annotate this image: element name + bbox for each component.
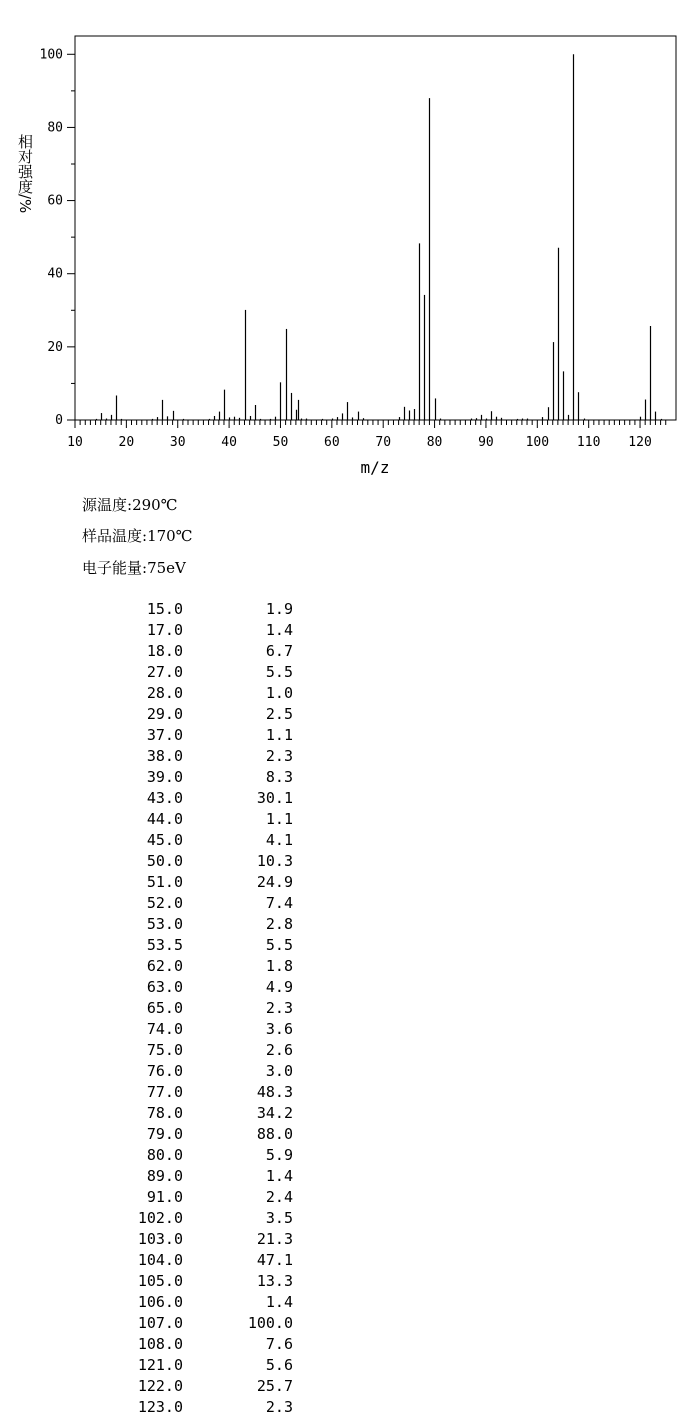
table-row [0, 1103, 300, 1124]
peak-mz: 102.0 [137, 1209, 183, 1227]
peak-intensity: 1.0 [265, 684, 293, 702]
peak-mz: 63.0 [146, 978, 183, 996]
table-row [0, 809, 300, 830]
peak-intensity: 1.4 [265, 1167, 293, 1185]
peak-intensity: 21.3 [256, 1230, 293, 1248]
y-tick-label: 40 [47, 266, 63, 282]
peak-intensity: 2.3 [265, 747, 293, 765]
peak-intensity: 2.6 [265, 1041, 293, 1059]
peak-mz: 62.0 [146, 957, 183, 975]
peak-intensity: 3.6 [265, 1020, 293, 1038]
peak-intensity: 1.4 [265, 1293, 293, 1311]
peak-intensity: 4.1 [265, 831, 293, 849]
table-row [0, 1376, 300, 1397]
peak-intensity: 4.9 [265, 978, 293, 996]
table-row [0, 830, 300, 851]
table-row [0, 851, 300, 872]
y-tick-label: 0 [55, 413, 63, 428]
table-row [0, 704, 300, 725]
peak-mz: 79.0 [146, 1125, 183, 1143]
table-row [0, 1355, 300, 1376]
x-tick-label: 10 [67, 435, 83, 450]
peak-intensity: 7.4 [265, 894, 293, 912]
peak-mz: 123.0 [137, 1398, 183, 1416]
table-row [0, 935, 300, 956]
y-tick-label: 20 [47, 339, 63, 355]
peak-mz: 80.0 [146, 1146, 183, 1164]
electron-energy-label: 电子能量 [82, 559, 143, 577]
table-row [0, 767, 300, 788]
peak-intensity: 25.7 [256, 1377, 293, 1395]
table-row [0, 914, 300, 935]
peak-intensity: 2.8 [265, 915, 293, 933]
table-row [0, 1040, 300, 1061]
peak-intensity: 100.0 [247, 1314, 293, 1332]
table-row [0, 998, 300, 1019]
table-row [0, 1313, 300, 1334]
peak-mz: 104.0 [137, 1251, 183, 1269]
peak-mz: 105.0 [137, 1272, 183, 1290]
y-axis [40, 47, 75, 428]
peak-intensity: 47.1 [256, 1251, 293, 1269]
table-row [0, 872, 300, 893]
peak-intensity: 2.5 [265, 705, 293, 723]
peak-table [0, 599, 300, 1418]
sample-temperature-label: 样品温度 [82, 527, 143, 545]
table-row [0, 1124, 300, 1145]
table-row [0, 641, 300, 662]
peak-mz: 17.0 [146, 621, 183, 639]
table-row [0, 1229, 300, 1250]
x-tick-label: 100 [525, 435, 550, 450]
peak-intensity: 88.0 [256, 1125, 293, 1143]
peak-intensity: 30.1 [256, 789, 293, 807]
x-tick-label: 120 [628, 435, 652, 450]
peak-mz: 29.0 [146, 705, 183, 723]
peak-mz: 15.0 [146, 600, 183, 618]
peak-mz: 50.0 [146, 852, 183, 870]
electron-energy: 电子能量:75eV [82, 559, 186, 577]
peak-mz: 28.0 [146, 684, 183, 702]
table-row [0, 1166, 300, 1187]
peak-intensity: 24.9 [256, 873, 293, 891]
table-row [0, 662, 300, 683]
sample-temperature: 样品温度:170℃ [82, 527, 193, 545]
peak-mz: 121.0 [137, 1356, 183, 1374]
peak-intensity: 1.4 [265, 621, 293, 639]
table-row [0, 1271, 300, 1292]
peak-intensity: 1.1 [265, 726, 293, 744]
peak-intensity: 5.9 [265, 1146, 293, 1164]
peak-intensity: 5.5 [265, 663, 293, 681]
peak-intensity: 48.3 [256, 1083, 293, 1101]
table-row [0, 1145, 300, 1166]
peak-intensity: 2.4 [265, 1188, 293, 1206]
peak-mz: 78.0 [146, 1104, 183, 1122]
source-temperature-value: 290℃ [132, 496, 178, 514]
table-row [0, 725, 300, 746]
y-tick-label: 60 [47, 193, 63, 209]
y-axis-label: 相对强度/% [16, 134, 34, 214]
peak-intensity: 2.3 [265, 1398, 293, 1416]
peak-mz: 65.0 [146, 999, 183, 1017]
peak-mz: 89.0 [146, 1167, 183, 1185]
peak-intensity: 8.3 [265, 768, 293, 786]
table-row [0, 1334, 300, 1355]
x-tick-label: 50 [272, 435, 289, 450]
source-temperature: 源温度:290℃ [82, 496, 178, 514]
table-row [0, 1019, 300, 1040]
table-row [0, 893, 300, 914]
peak-mz: 122.0 [137, 1377, 183, 1395]
peak-intensity: 3.5 [265, 1209, 293, 1227]
peak-intensity: 6.7 [265, 642, 293, 660]
peak-intensity: 5.6 [265, 1356, 293, 1374]
peak-intensity: 1.9 [265, 600, 293, 618]
table-row [0, 1250, 300, 1271]
peak-intensity: 34.2 [256, 1104, 293, 1122]
peak-mz: 52.0 [146, 894, 183, 912]
peak-intensity: 1.1 [265, 810, 293, 828]
peak-mz: 77.0 [146, 1083, 183, 1101]
table-row [0, 1208, 300, 1229]
peak-mz: 53.0 [146, 915, 183, 933]
table-row [0, 599, 300, 620]
peak-intensity: 7.6 [265, 1335, 293, 1353]
peak-intensity: 1.8 [265, 957, 293, 975]
table-row [0, 746, 300, 767]
peak-mz: 51.0 [146, 873, 183, 891]
x-tick-label: 90 [478, 435, 494, 450]
table-row [0, 1082, 300, 1103]
x-tick-label: 70 [375, 435, 392, 450]
peak-mz: 39.0 [146, 768, 183, 786]
peak-intensity: 5.5 [265, 936, 293, 954]
peak-mz: 44.0 [146, 810, 183, 828]
peak-mz: 75.0 [146, 1041, 183, 1059]
peak-mz: 106.0 [137, 1293, 183, 1311]
peak-series [97, 54, 662, 420]
peak-mz: 43.0 [146, 789, 183, 807]
table-row [0, 788, 300, 809]
peak-mz: 108.0 [137, 1335, 183, 1353]
y-tick-label: 80 [47, 120, 63, 136]
peak-mz: 45.0 [146, 831, 183, 849]
table-row [0, 1061, 300, 1082]
table-row [0, 620, 300, 641]
x-tick-label: 60 [324, 435, 340, 450]
x-tick-label: 110 [576, 435, 601, 450]
mass-spectrum-chart [0, 0, 687, 485]
x-axis [67, 420, 666, 450]
table-row [0, 977, 300, 998]
peak-mz: 37.0 [146, 726, 183, 744]
table-row [0, 956, 300, 977]
y-tick-label: 100 [39, 47, 63, 63]
source-temperature-label: 源温度 [82, 496, 128, 514]
peak-mz: 18.0 [146, 642, 183, 660]
table-row [0, 1187, 300, 1208]
plot-frame [75, 36, 676, 420]
peak-mz: 38.0 [146, 747, 183, 765]
peak-mz: 27.0 [146, 663, 183, 681]
x-tick-label: 30 [169, 435, 186, 450]
peak-intensity: 3.0 [265, 1062, 293, 1080]
x-tick-label: 20 [118, 435, 135, 450]
peak-mz: 103.0 [137, 1230, 183, 1248]
peak-intensity: 13.3 [256, 1272, 293, 1290]
table-row [0, 683, 300, 704]
electron-energy-value: 75eV [147, 559, 186, 577]
sample-temperature-value: 170℃ [147, 527, 193, 545]
peak-mz: 74.0 [146, 1020, 183, 1038]
peak-mz: 107.0 [137, 1314, 183, 1332]
peak-intensity: 10.3 [256, 852, 293, 870]
x-tick-label: 40 [221, 435, 237, 450]
x-tick-label: 80 [426, 435, 443, 450]
peak-mz: 91.0 [146, 1188, 183, 1206]
x-axis-label: m/z [360, 458, 390, 477]
peak-mz: 53.5 [146, 936, 183, 954]
peak-mz: 76.0 [146, 1062, 183, 1080]
peak-intensity: 2.3 [265, 999, 293, 1017]
table-row [0, 1292, 300, 1313]
